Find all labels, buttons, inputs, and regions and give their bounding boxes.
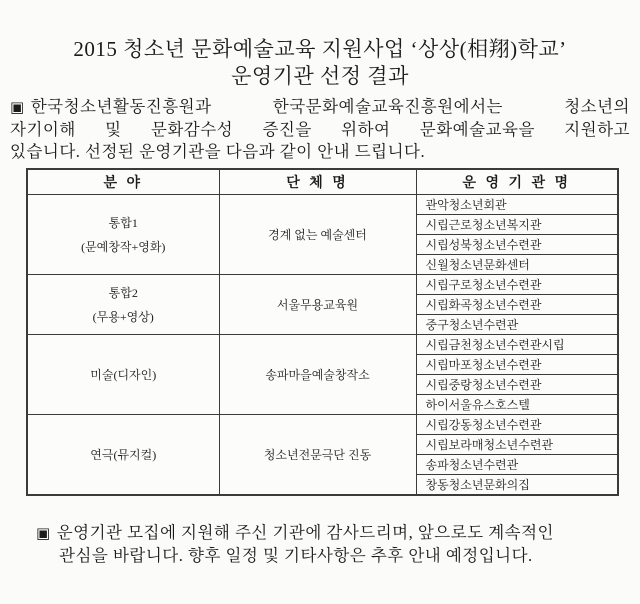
institution-cell: 시립중랑청소년수련관	[416, 375, 618, 395]
outro-line-1	[36, 522, 630, 545]
intro-paragraph	[10, 96, 630, 163]
table-row	[27, 195, 618, 215]
table-row	[27, 335, 618, 355]
org-cell-group2: 서울무용교육원	[219, 275, 416, 335]
institution-cell: 관악청소년회관	[416, 195, 618, 215]
table-header-org: 단 체 명	[219, 169, 416, 195]
org-cell-group1: 경계 없는 예술센터	[219, 195, 416, 275]
institution-cell: 신월청소년문화센터	[416, 255, 618, 275]
field-cell-group2	[27, 275, 219, 335]
institution-cell: 하이서울유스호스텔	[416, 395, 618, 415]
org-cell-group4: 청소년전문극단 진동	[219, 415, 416, 496]
institution-cell: 시립성북청소년수련관	[416, 235, 618, 255]
institution-cell: 창동청소년문화의집	[416, 475, 618, 496]
outro-line-1-text: 운영기관 모집에 지원해 주신 기관에 감사드리며, 앞으로도 계속적인	[56, 523, 554, 542]
institution-cell: 시립보라매청소년수련관	[416, 435, 618, 455]
institution-cell: 시립근로청소년복지관	[416, 215, 618, 235]
field-cell-group4	[27, 415, 219, 496]
field-group3-line1: 미술(디자인)	[90, 368, 157, 382]
institution-cell: 송파청소년수련관	[416, 455, 618, 475]
square-bullet-icon: ▣	[10, 100, 25, 116]
field-group2-line1: 통합2	[108, 286, 138, 300]
table-row	[27, 415, 618, 435]
results-table	[26, 168, 619, 496]
field-cell-group1	[27, 195, 219, 275]
field-group2-line2: (무용+영상)	[92, 310, 154, 324]
institution-cell: 시립강동청소년수련관	[416, 415, 618, 435]
field-group1-line1: 통합1	[108, 216, 138, 230]
outro-line-2: 관심을 바랍니다. 향후 일정 및 기타사항은 추후 안내 예정입니다.	[59, 546, 533, 565]
document-title	[10, 36, 630, 90]
table-header-row	[27, 169, 618, 195]
table-row	[27, 275, 618, 295]
institution-cell: 시립금천청소년수련관시립	[416, 335, 618, 355]
intro-line-1	[10, 96, 630, 119]
field-cell-group3	[27, 335, 219, 415]
institution-cell: 시립마포청소년수련관	[416, 355, 618, 375]
document-title-line1: 2015 청소년 문화예술교육 지원사업 ‘상상(相翔)학교’	[73, 37, 567, 61]
table-header-field: 분 야	[27, 169, 219, 195]
institution-cell: 시립화곡청소년수련관	[416, 295, 618, 315]
outro-paragraph	[36, 522, 630, 567]
field-group4-line1: 연극(뮤지컬)	[90, 448, 157, 462]
field-group1-line2: (문예창작+영화)	[81, 240, 166, 254]
intro-line-3: 있습니다. 선정된 운영기관을 다음과 같이 안내 드립니다.	[10, 142, 426, 161]
org-cell-group3: 송파마을예술창작소	[219, 335, 416, 415]
document-title-line2: 운영기관 선정 결과	[231, 64, 409, 88]
institution-cell: 중구청소년수련관	[416, 315, 618, 335]
intro-line-1-text: 한국청소년활동진흥원과 한국문화예술교육진흥원에서는 청소년의	[30, 97, 630, 116]
intro-line-2: 자기이해 및 문화감수성 증진을 위하여 문화예술교육을 지원하고	[10, 120, 630, 139]
table-header-institution: 운 영 기 관 명	[416, 169, 618, 195]
square-bullet-icon: ▣	[36, 526, 51, 542]
institution-cell: 시립구로청소년수련관	[416, 275, 618, 295]
